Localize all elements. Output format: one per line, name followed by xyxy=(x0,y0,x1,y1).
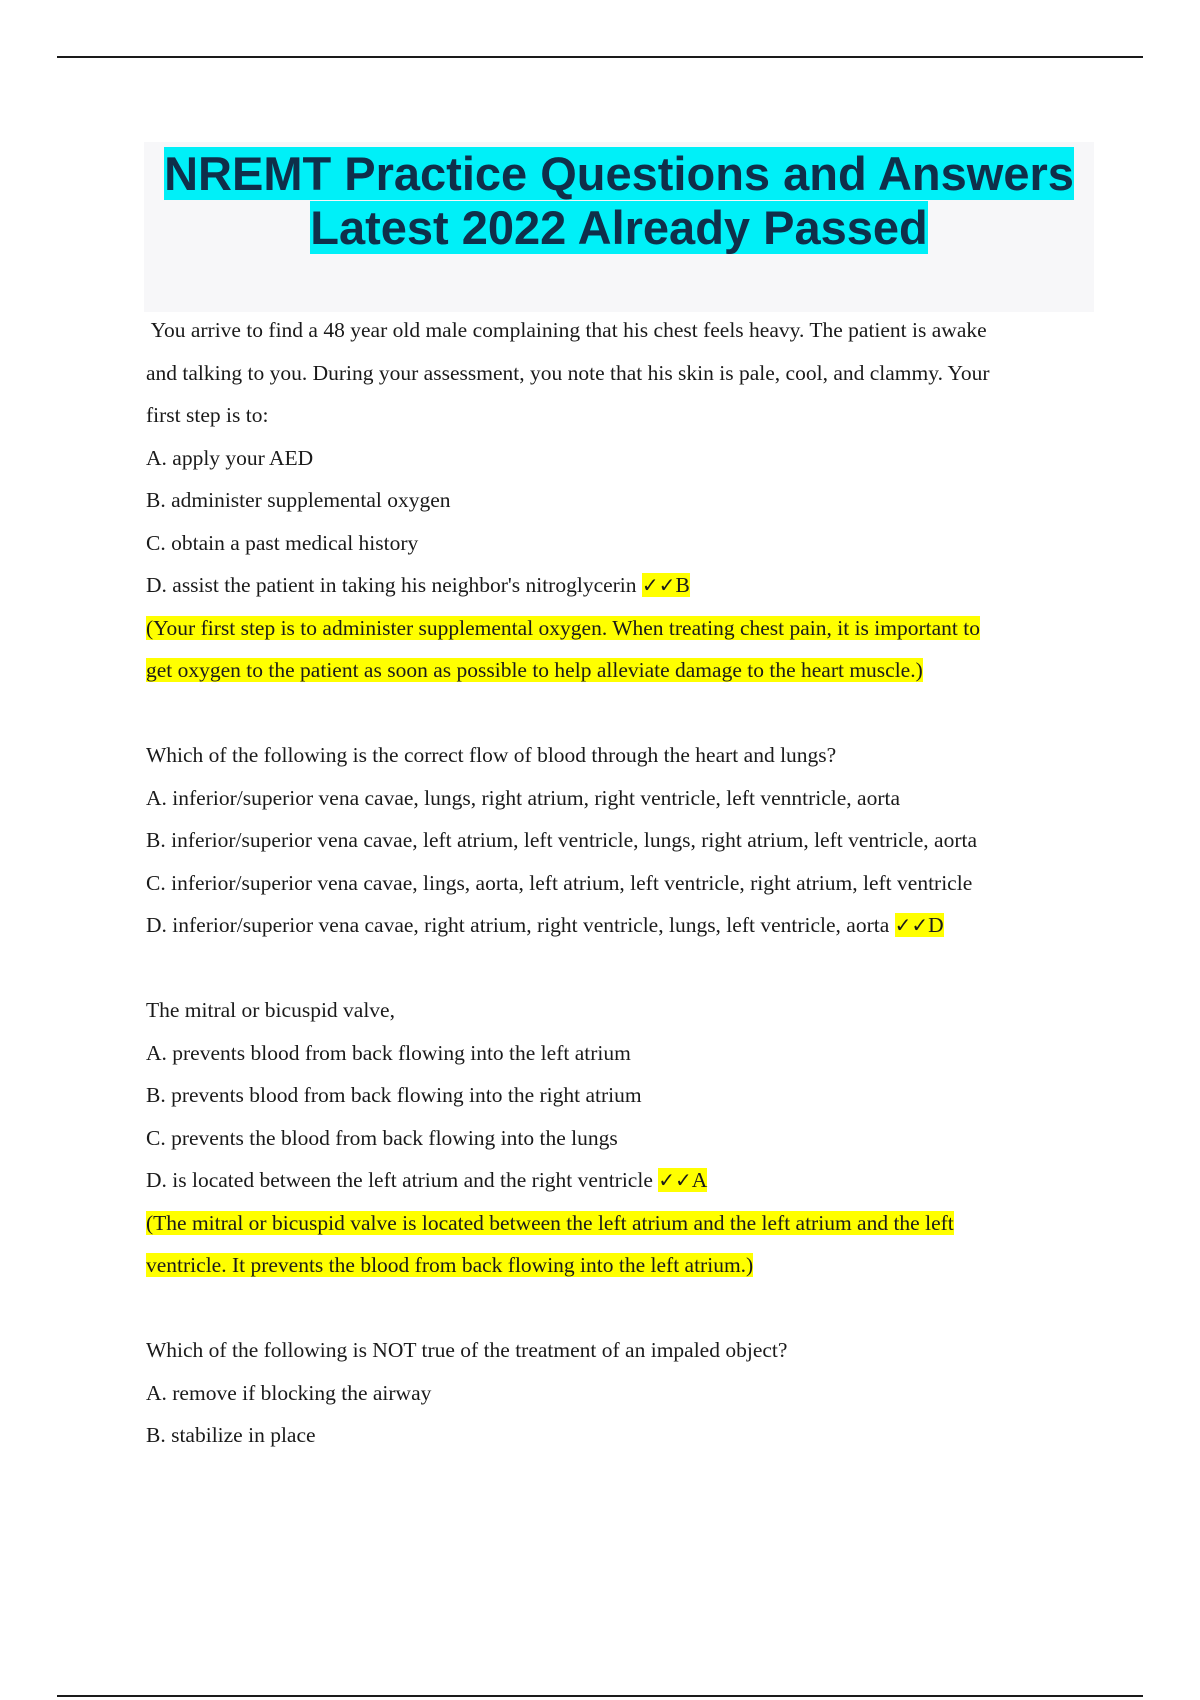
bottom-rule xyxy=(57,1695,1143,1697)
answer-mark xyxy=(642,573,690,597)
title-block xyxy=(144,142,1094,312)
option-a: A. inferior/superior vena cavae, lungs, right atrium, right ventricle, left venntricle, aorta xyxy=(146,785,901,810)
rationale-line: (The mitral or bicuspid valve is located between the left atrium and the left atrium and the left xyxy=(146,1210,954,1235)
spacer xyxy=(146,1287,1090,1330)
option-a: A. remove if blocking the airway xyxy=(146,1380,432,1405)
spacer xyxy=(146,947,1090,990)
checkmark-icon: ✓✓ xyxy=(658,1168,692,1192)
option-d: D. inferior/superior vena cavae, right atrium, right ventricle, lungs, left ventricle, aorta ✓✓D xyxy=(146,913,944,937)
title-line-2: Latest 2022 Already Passed xyxy=(310,201,928,254)
option-a: A. prevents blood from back flowing into the left atrium xyxy=(146,1040,631,1065)
answer-letter: B xyxy=(675,573,690,597)
spacer xyxy=(146,692,1090,735)
rationale-line: (Your first step is to administer supplemental oxygen. When treating chest pain, it is important to xyxy=(146,615,980,640)
checkmark-icon: ✓✓ xyxy=(894,913,929,937)
title-line-1: NREMT Practice Questions and Answers xyxy=(164,147,1074,200)
answer-letter: D xyxy=(928,913,944,937)
option-d: D. assist the patient in taking his neighbor's nitroglycerin ✓✓B xyxy=(146,573,690,597)
question-3 xyxy=(146,989,1090,1287)
document-body xyxy=(146,309,1090,1457)
option-b: B. administer supplemental oxygen xyxy=(146,488,451,512)
option-c: C. prevents the blood from back flowing into the lungs xyxy=(146,1125,618,1150)
option-c: C. obtain a past medical history xyxy=(146,530,419,555)
question-stem: The mitral or bicuspid valve, xyxy=(146,998,395,1022)
question-stem: Which of the following is the correct flow of blood through the heart and lungs? xyxy=(146,743,837,767)
answer-mark xyxy=(658,1168,707,1192)
document-title xyxy=(144,142,1094,255)
answer-mark xyxy=(895,913,944,937)
option-b: B. inferior/superior vena cavae, left atrium, left ventricle, lungs, right atrium, left ventricle, aorta xyxy=(146,828,978,852)
option-d: D. is located between the left atrium and the right ventricle ✓✓A xyxy=(146,1168,708,1192)
option-b: B. stabilize in place xyxy=(146,1423,316,1447)
question-stem: Which of the following is NOT true of the treatment of an impaled object? xyxy=(146,1338,788,1362)
question-stem-line: and talking to you. During your assessment, you note that his skin is pale, cool, and clammy. Your xyxy=(146,360,990,385)
question-1 xyxy=(146,309,1090,692)
rationale-line: ventricle. It prevents the blood from back flowing into the left atrium.) xyxy=(146,1253,754,1277)
option-c: C. inferior/superior vena cavae, lings, aorta, left atrium, left ventricle, right atrium, left ventricle xyxy=(146,870,973,895)
question-stem-line: first step is to: xyxy=(146,403,269,427)
top-rule xyxy=(57,56,1143,58)
rationale-line: get oxygen to the patient as soon as possible to help alleviate damage to the heart muscle.) xyxy=(146,658,923,682)
question-2 xyxy=(146,734,1090,947)
question-4 xyxy=(146,1329,1090,1457)
option-b: B. prevents blood from back flowing into the right atrium xyxy=(146,1083,642,1107)
answer-letter: A xyxy=(691,1168,708,1192)
option-a: A. apply your AED xyxy=(146,445,314,470)
checkmark-icon: ✓✓ xyxy=(641,573,676,597)
question-stem-line: You arrive to find a 48 year old male complaining that his chest feels heavy. The patient is awake xyxy=(146,318,987,342)
